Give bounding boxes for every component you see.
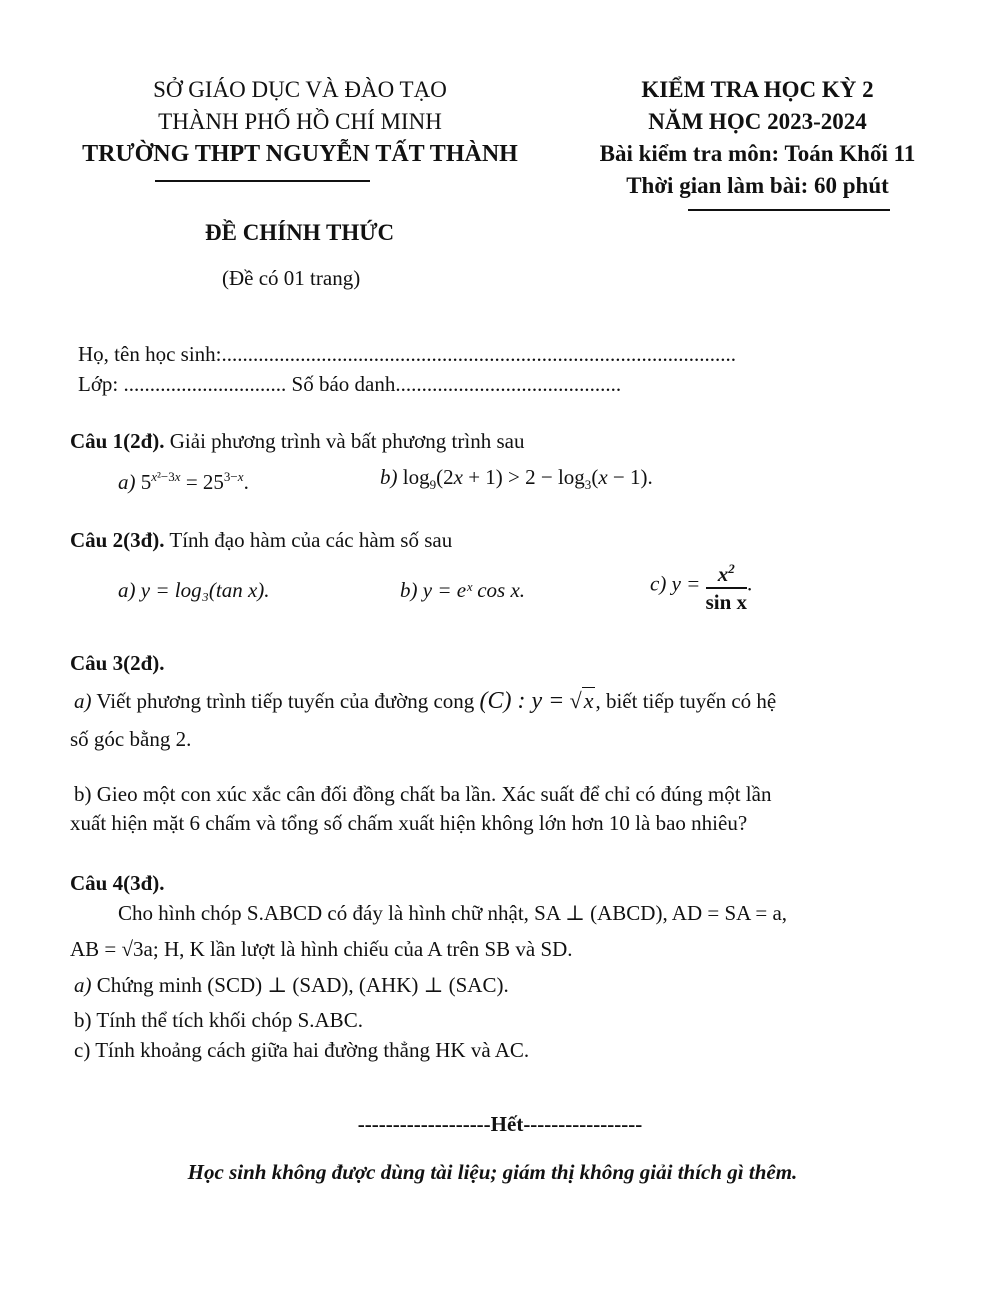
question-4b	[74, 1005, 363, 1035]
footer-note: Học sinh không được dùng tài liệu; giám thị không giải thích gì thêm.	[187, 1160, 798, 1184]
official-label: ĐỀ CHÍNH THỨC	[205, 220, 395, 245]
question-2c: c) y = $\frac{x^2}{\text{sin x}}$ .	[650, 556, 752, 615]
header-right-rule	[688, 209, 890, 211]
id-field: ...........................................	[395, 372, 622, 396]
subject-line: Bài kiểm tra môn: Toán Khối 11	[599, 141, 916, 166]
header-left	[60, 74, 540, 170]
dept-line-1: SỞ GIÁO DỤC VÀ ĐÀO TẠO	[153, 77, 447, 102]
question-2c-lhs: y =	[671, 571, 701, 596]
question-4c	[74, 1035, 529, 1065]
question-3a-line-2: số góc bằng 2.	[70, 727, 192, 751]
question-4a-text: Chứng minh (SCD) ⊥ (SAD), (AHK) ⊥ (SAC).	[96, 973, 509, 997]
question-3a-line-1	[74, 686, 776, 716]
question-3a-label: a)	[74, 689, 92, 713]
question-3b-text-1: Gieo một con xúc xắc cân đối đồng chất ba lần. Xác suất để chỉ có đúng một lần	[96, 782, 772, 806]
question-3a-curve: (C) : y =	[479, 688, 565, 714]
question-4c-text: Tính khoảng cách giữa hai đường thẳng HK và AC.	[95, 1038, 530, 1062]
page-count: (Đề có 01 trang)	[222, 266, 361, 290]
exam-title: KIỂM TRA HỌC KỲ 2	[641, 77, 874, 102]
question-4b-text: Tính thể tích khối chóp S.ABC.	[96, 1008, 363, 1032]
question-1-text: Giải phương trình và bất phương trình sau	[169, 429, 525, 453]
question-2b-expr: y = eˣ cos x.	[422, 578, 526, 602]
student-name-line	[78, 342, 736, 367]
fraction-numerator: $x^2$	[706, 556, 747, 589]
student-name-field: ..................................................................................................	[221, 342, 736, 366]
question-1a	[118, 462, 249, 497]
question-4-intro-2: AB = √3a; H, K lần lượt là hình chiếu của A trên SB và SD.	[70, 937, 573, 961]
question-1-title: Câu 1(2đ).	[70, 429, 165, 453]
student-class-line	[78, 372, 621, 397]
question-2c-label: c)	[650, 571, 667, 596]
question-4-intro-1: Cho hình chóp S.ABCD có đáy là hình chữ nhật, SA ⊥ (ABCD), AD = SA = a,	[118, 901, 788, 925]
question-4c-label: c)	[74, 1038, 91, 1062]
question-1b	[380, 462, 653, 500]
question-3b-line-2: xuất hiện mặt 6 chấm và tổng số chấm xuất hiện không lớn hơn 10 là bao nhiêu?	[70, 811, 748, 835]
question-2c-fraction	[706, 556, 747, 615]
class-field: ...............................	[123, 372, 287, 396]
question-1-heading	[70, 426, 524, 456]
question-1a-expr: $5^{x^2-3x} = 25^{3-x}$.	[140, 469, 249, 494]
end-mark: -------------------Hết-----------------	[357, 1112, 643, 1136]
question-1b-expr: $\log_9(2x + 1) > 2 - \log_3(x - 1)$.	[402, 465, 653, 493]
school-year: NĂM HỌC 2023-2024	[648, 109, 867, 134]
question-1a-label: a)	[118, 470, 136, 494]
school-name: TRƯỜNG THPT NGUYỄN TẤT THÀNH	[82, 141, 518, 167]
question-3-title: Câu 3(2đ).	[70, 651, 165, 675]
id-label: Số báo danh	[291, 372, 396, 396]
class-label: Lớp:	[78, 372, 119, 396]
question-2a-label: a)	[118, 578, 136, 602]
question-2-heading	[70, 525, 452, 555]
question-3a-sqrt: √x	[569, 688, 594, 713]
student-name-label: Họ, tên học sinh:	[78, 342, 222, 366]
question-1b-label: b)	[380, 465, 398, 489]
question-3a-text-2: , biết tiếp tuyến có hệ	[595, 689, 777, 713]
question-4a	[74, 970, 509, 1000]
dept-line-2: THÀNH PHỐ HỒ CHÍ MINH	[158, 109, 442, 134]
question-2-title: Câu 2(3đ).	[70, 528, 165, 552]
question-2b	[400, 575, 525, 605]
header-left-rule	[155, 180, 370, 182]
question-4b-label: b)	[74, 1008, 92, 1032]
question-2a	[118, 575, 270, 605]
fraction-denominator: sin x	[705, 590, 748, 614]
question-3b-line-1	[74, 779, 771, 809]
question-2-text: Tính đạo hàm của các hàm số sau	[169, 528, 453, 552]
question-2a-expr: y = log₃(tan x).	[140, 578, 270, 602]
question-3a-text-1: Viết phương trình tiếp tuyến của đường cong	[96, 689, 475, 713]
duration-line: Thời gian làm bài: 60 phút	[626, 173, 889, 198]
question-4a-label: a)	[74, 973, 92, 997]
question-2b-label: b)	[400, 578, 418, 602]
question-4-title: Câu 4(3đ).	[70, 871, 165, 895]
header-right	[580, 74, 935, 202]
question-3b-label: b)	[74, 782, 92, 806]
